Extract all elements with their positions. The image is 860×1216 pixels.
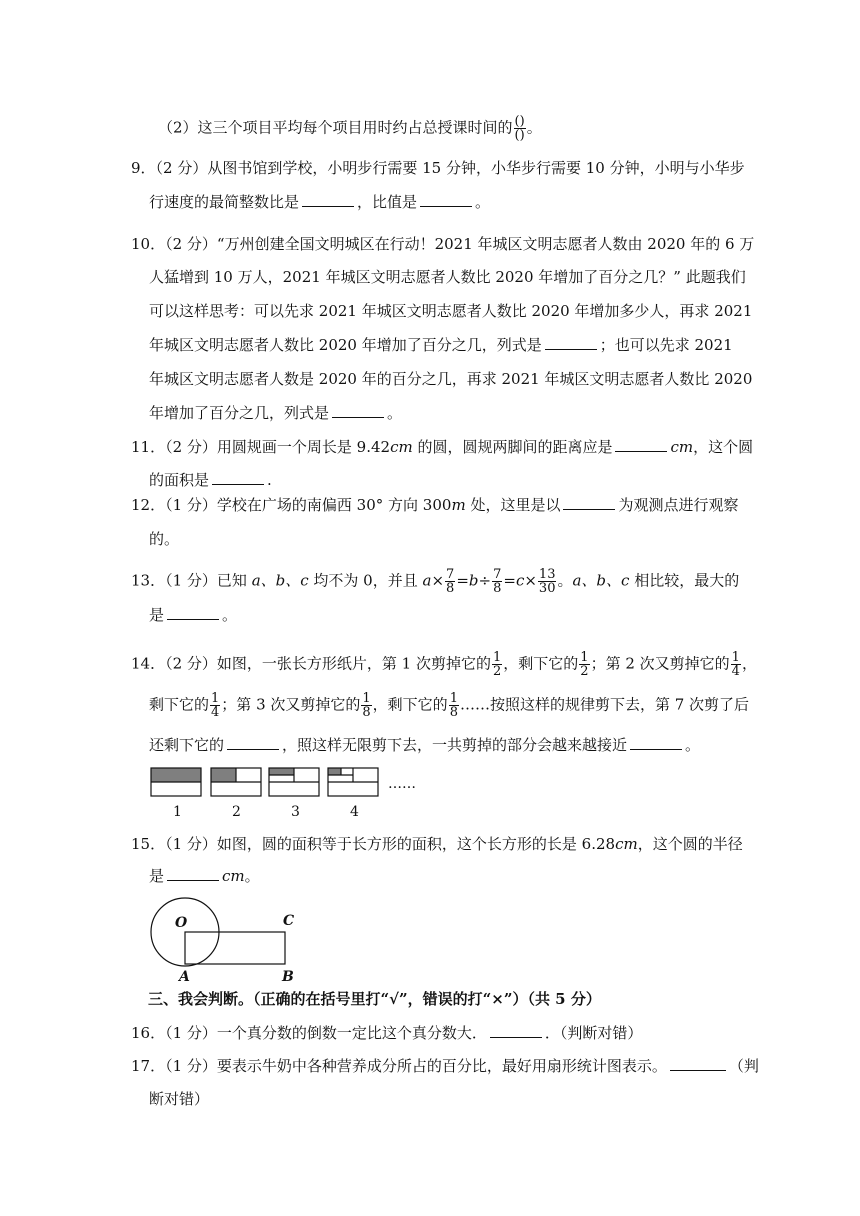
question-number: 17．	[131, 1057, 166, 1075]
q11-line2: 的面积是 .	[149, 471, 272, 489]
q13-line2: 是 。	[149, 606, 238, 624]
q8-part2: （2）这三个项目平均每个项目用时约占总授课时间的 $\frac{()}{()}$ 。	[158, 114, 542, 143]
q14-line3: 还剩下它的 ，照这样无限剪下去，一共剪掉的部分会越来越接近 。	[149, 736, 701, 754]
q14-line2: 剩下它的 $\frac{1}{4}$ ；第 3 次又剪掉它的 $\frac{1}{8}$ ，剩下它的 $\frac{1}{8}$ ……按照这样的规律剪下去，第 7 次剪了后	[149, 691, 750, 720]
answer-blank[interactable]	[420, 192, 472, 207]
answer-blank[interactable]	[615, 437, 667, 452]
rectangle	[185, 932, 285, 964]
q10-line3: 可以这样思考：可以先求 2021 年城区文明志愿者人数比 2020 年增加多少人，再求 2021	[149, 302, 753, 320]
question-number: 13．	[131, 571, 166, 590]
q9-line2: 行速度的最简整数比是 ，比值是 。	[149, 193, 491, 211]
fig-rect-4-shade	[328, 768, 341, 775]
fraction: $\frac{7}{8}$	[493, 567, 502, 596]
answer-blank[interactable]	[332, 403, 384, 418]
question-number: 16．	[131, 1024, 166, 1042]
answer-blank[interactable]	[630, 735, 682, 750]
fig-rect-1-shade	[151, 768, 201, 782]
question-number: 15．	[131, 835, 166, 853]
q17-line1: 17．（1 分）要表示牛奶中各种营养成分所占的百分比，最好用扇形统计图表示。 （判	[131, 1057, 759, 1075]
fig-rect-2-shade	[211, 768, 236, 782]
q9-line1: 9．（2 分）从图书馆到学校，小明步行需要 15 分钟，小华步行需要 10 分钟，小明与小华步	[131, 159, 745, 177]
q15-line2: 是 cm。	[149, 867, 260, 885]
question-number: 11．	[131, 438, 166, 456]
answer-blank[interactable]	[302, 192, 354, 207]
fraction: $\frac{7}{8}$	[446, 567, 455, 596]
answer-blank[interactable]	[167, 605, 219, 620]
answer-blank[interactable]	[490, 1023, 542, 1038]
question-number: 12．	[131, 496, 166, 514]
answer-blank[interactable]	[545, 335, 597, 350]
label-a: A	[179, 969, 190, 985]
circle-rectangle-figure	[145, 895, 305, 985]
q10-line2: 人猛增到 10 万人，2021 年城区文明志愿者人数比 2020 年增加了百分之几？” 此题我们	[149, 268, 746, 286]
q12-line2: 的。	[149, 530, 180, 548]
q12-line1: 12．（1 分）学校在广场的南偏西 30° 方向 300m 处，这里是以 为观测点进行观察	[131, 496, 739, 514]
fraction: $\frac{1}{2}$	[580, 650, 589, 679]
fraction: $\frac{1}{4}$	[731, 650, 740, 679]
q13-line1: 13．（1 分）已知 a、b、c 均不为 0，并且 a× $\frac{7}{8}$ =b÷ $\frac{7}{8}$ =c× $\frac{13}{30}$ 。a、b、c 相比较，最大的	[131, 567, 740, 596]
section-heading: 三、我会判断。（正确的在括号里打“√”，错误的打“×”）（共 5 分）	[148, 990, 601, 1008]
answer-blank[interactable]	[563, 495, 615, 510]
q17-line2: 断对错）	[149, 1090, 210, 1108]
label-o: O	[175, 915, 188, 931]
fig-label-4: 4	[350, 804, 359, 820]
question-number: 10．	[131, 235, 166, 253]
label-c: C	[283, 913, 295, 929]
fig-label-3: 3	[291, 804, 300, 820]
fig-ellipsis: ……	[388, 776, 416, 792]
fig-label-2: 2	[232, 804, 241, 820]
question-number: 14．	[131, 654, 166, 673]
fraction: $\frac{1}{8}$	[449, 691, 458, 720]
question-number: 9．	[131, 159, 156, 177]
q14-line1: 14．（2 分）如图，一张长方形纸片，第 1 次剪掉它的 $\frac{1}{2}$ ，剩下它的 $\frac{1}{2}$ ；第 2 次又剪掉它的 $\frac{1}{4}$ ，	[131, 650, 757, 679]
answer-blank[interactable]	[227, 735, 279, 750]
fraction: $\frac{13}{30}$	[538, 567, 556, 596]
q10-line6: 年增加了百分之几，列式是 。	[149, 404, 403, 422]
fig-rect-3-shade	[269, 768, 294, 775]
fraction: $\frac{1}{4}$	[211, 691, 220, 720]
fraction: $\frac{1}{8}$	[362, 691, 371, 720]
answer-blank[interactable]	[167, 866, 219, 881]
label-b: B	[282, 969, 294, 985]
q10-line1: 10．（2 分）“万州创建全国文明城区在行动！2021 年城区文明志愿者人数由 2020 年的 6 万	[131, 235, 755, 253]
fraction: $\frac{1}{2}$	[493, 650, 502, 679]
q11-line1: 11．（2 分）用圆规画一个周长是 9.42cm 的圆，圆规两脚间的距离应是 cm，这个圆	[131, 438, 754, 456]
answer-blank[interactable]	[212, 470, 264, 485]
paper-cutting-figure	[148, 764, 438, 824]
fraction: $\frac{()}{()}$	[514, 114, 525, 143]
q16-line1: 16．（1 分）一个真分数的倒数一定比这个真分数大． ．（判断对错）	[131, 1024, 643, 1042]
q15-line1: 15．（1 分）如图，圆的面积等于长方形的面积，这个长方形的长是 6.28cm，这个圆的半径	[131, 835, 743, 853]
answer-blank[interactable]	[670, 1056, 726, 1071]
fig-label-1: 1	[173, 804, 182, 820]
q10-line5: 年城区文明志愿者人数是 2020 年的百分之几，再求 2021 年城区文明志愿者人数比 2020	[149, 370, 753, 388]
q10-line4: 年城区文明志愿者人数比 2020 年增加了百分之几，列式是 ；也可以先求 2021	[149, 336, 733, 354]
